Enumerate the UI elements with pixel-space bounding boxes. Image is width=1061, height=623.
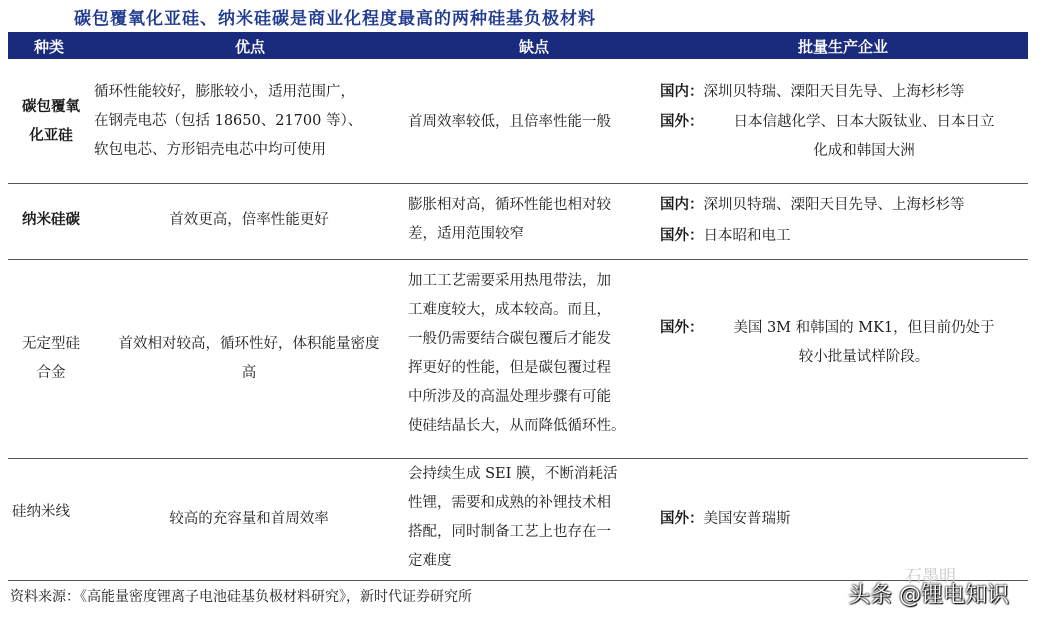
row4-cons: 会持续生成 SEI 膜，不断消耗活 性锂，需要和成熟的补锂技术相 搭配，同时制备工艺上也存在一 定难度: [408, 466, 618, 569]
table-header: [8, 32, 1028, 59]
foreign-label: 国外：: [660, 114, 704, 130]
foreign-label: 国外：: [660, 228, 704, 244]
source-note: 资料来源：《高能量密度锂离子电池硅基负极材料研究》，新时代证券研究所: [10, 589, 472, 605]
watermark: 头条 @锂电知识: [848, 583, 1009, 608]
row1-domestic: [660, 78, 1030, 107]
row4-foreign-text: 美国安普瑞斯: [703, 511, 791, 527]
row3-pros: 首效相对较高，循环性好，体积能量密度 高: [118, 336, 380, 381]
header-type: 种类: [33, 38, 64, 56]
page-title: 碳包覆氧化亚硅、纳米硅碳是商业化程度最高的两种硅基负极材料: [74, 9, 596, 29]
row2-cons: 膨胀相对高，循环性能也相对较 差，适用范围较窄: [408, 197, 611, 242]
row4-type: 硅纳米线: [12, 504, 70, 520]
header-cons: 缺点: [518, 38, 549, 56]
domestic-label: 国内：: [660, 84, 704, 100]
header-companies: 批量生产企业: [797, 38, 888, 56]
domestic-label: 国内：: [660, 197, 704, 213]
row4-foreign: [660, 505, 1030, 534]
row3-type: 无定型硅 合金: [22, 336, 80, 381]
row1-domestic-text: 深圳贝特瑞、溧阳天目先导、上海杉杉等: [703, 84, 965, 100]
row1-cons: 首周效率较低，且倍率性能一般: [408, 114, 611, 130]
row3-foreign-text: 美国 3M 和韩国的 MK1，但目前仍处于 较小批量试样阶段。: [733, 320, 995, 365]
row3-cons: 加工工艺需要采用热甩带法，加 工难度较大，成本较高。而且， 一般仍需要结合碳包覆后才能发 挥更好的性能，但是碳包覆过程 中所涉及的高温处理步骤有可能 使硅结晶长大，从而降低循环性。: [408, 273, 626, 434]
row1-type: 碳包覆氧 化亚硅: [22, 99, 80, 144]
row2-domestic-text: 深圳贝特瑞、溧阳天目先导、上海杉杉等: [703, 197, 965, 213]
row2-pros: 首效更高，倍率性能更好: [169, 212, 329, 228]
watermark-faint: 石墨明: [905, 567, 956, 587]
row1-pros: 循环性能较好，膨胀较小，适用范围广， 在钢壳电芯（包括 18650、21700 等）、 软包电芯、方形铝壳电芯中均可使用: [94, 84, 363, 158]
row2-type: 纳米硅碳: [22, 212, 80, 228]
row4-pros: 较高的充容量和首周效率: [169, 511, 329, 527]
row-divider: [8, 259, 1028, 260]
row-divider: [8, 458, 1028, 459]
header-pros: 优点: [234, 38, 265, 56]
row2-domestic: [660, 191, 1030, 220]
foreign-label: 国外：: [660, 511, 704, 527]
foreign-label: 国外：: [660, 320, 704, 336]
row2-foreign: [660, 222, 1030, 251]
row-divider: [8, 183, 1028, 184]
row1-foreign-text: 日本信越化学、日本大阪钛业、日本日立 化成和韩国大洲: [733, 114, 995, 159]
row2-foreign-text: 日本昭和电工: [703, 228, 791, 244]
